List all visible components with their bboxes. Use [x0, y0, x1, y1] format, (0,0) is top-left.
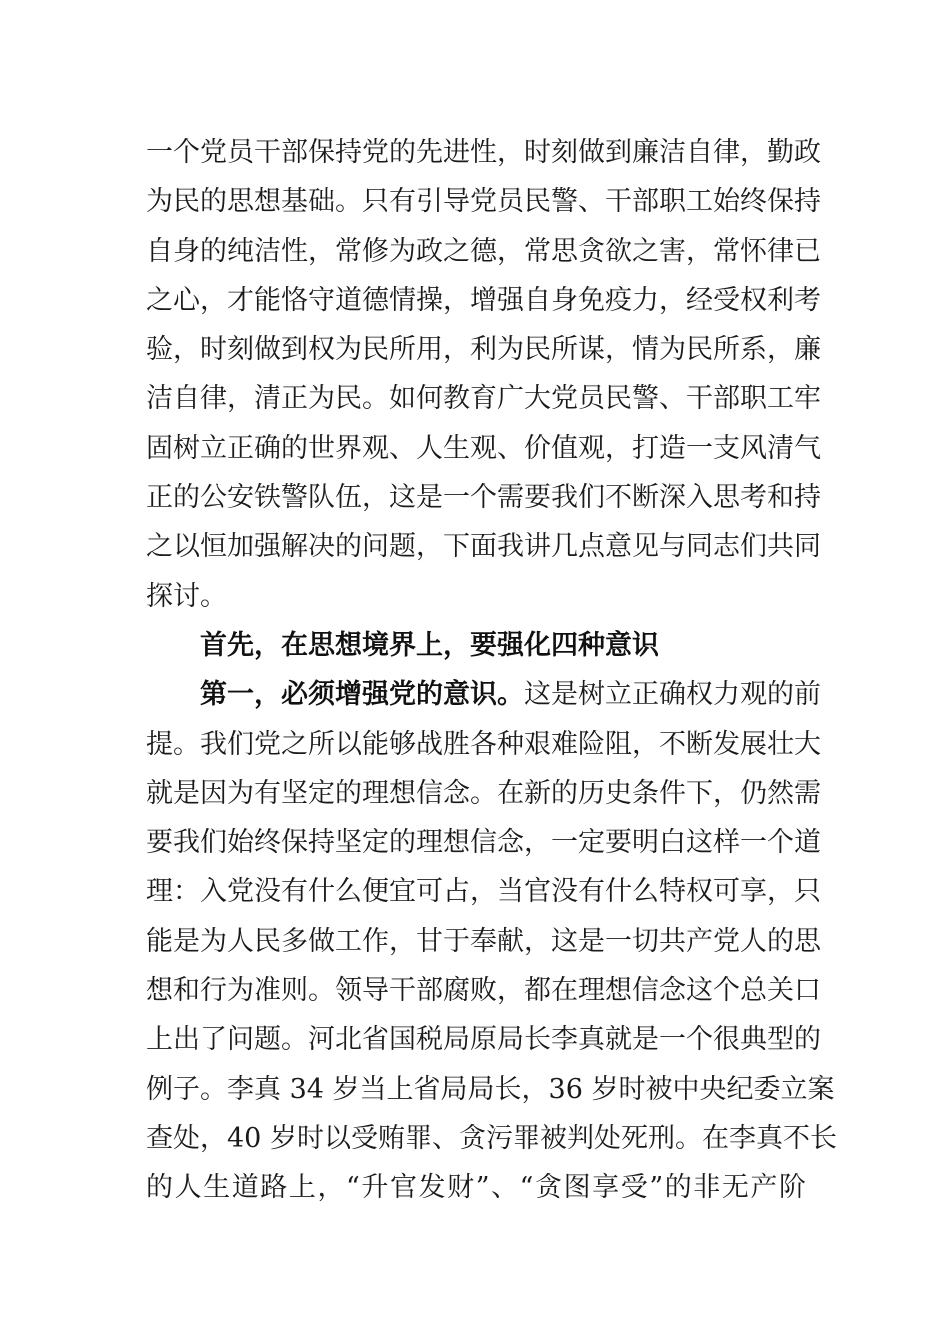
- text-line: 一个党员干部保持党的先进性，时刻做到廉洁自律，勤政: [146, 137, 821, 168]
- text-line: 固树立正确的世界观、人生观、价值观，打造一支风清气: [146, 432, 821, 464]
- text-line: 要我们始终保持坚定的理想信念，一定要明白这样一个道: [146, 827, 821, 859]
- text-line: 提。我们党之所以能够战胜各种艰难险阻，不断发展壮大: [146, 728, 821, 760]
- text-line: 能是为人民多做工作，甘于奉献，这是一切共产党人的思: [146, 925, 821, 957]
- text-line: 之心，才能恪守道德情操，增强自身免疫力，经受权利考: [146, 284, 821, 316]
- paragraph-party-awareness: [146, 670, 837, 1212]
- text-line: 理：入党没有什么便宜可占，当官没有什么特权可享，只: [146, 876, 821, 908]
- text-line: 自身的纯洁性，常修为政之德，常思贪欲之害，常怀律已: [146, 235, 821, 267]
- text-line: 探讨。: [146, 580, 227, 612]
- text-line: [146, 670, 821, 719]
- text-line: 之以恒加强解决的问题，下面我讲几点意见与同志们共同: [146, 531, 821, 563]
- text-line: 想和行为准则。领导干部腐败，都在理想信念这个总关口: [146, 975, 821, 1007]
- text-line: 就是因为有坚定的理想信念。在新的历史条件下，仍然需: [146, 777, 821, 809]
- text-line: 上出了问题。河北省国税局原局长李真就是一个很典型的: [146, 1024, 821, 1056]
- document-body: [146, 128, 837, 1213]
- paragraph-intro: [146, 128, 821, 621]
- text-line: 验，时刻做到权为民所用，利为民所谋，情为民所系，廉: [146, 334, 821, 366]
- text-line: 正的公安铁警队伍，这是一个需要我们不断深入思考和持: [146, 482, 821, 514]
- text-line: 查处，40 岁时以受贿罪、贪污罪被判处死刑。在李真不长: [146, 1122, 837, 1154]
- point-lead: 第一，必须增强党的意识。: [200, 679, 524, 711]
- text-line: 例子。李真 34 岁当上省局局长，36 岁时被中央纪委立案: [146, 1073, 835, 1105]
- text-line: 的人生道路上，“升官发财”、“贪图享受”的非无产阶: [146, 1172, 806, 1204]
- section-heading: 首先，在思想境界上，要强化四种意识: [200, 629, 659, 661]
- point-lead-rest: 这是树立正确权力观的前: [524, 679, 821, 711]
- text-line: 洁自律，清正为民。如何教育广大党员民警、干部职工牢: [146, 383, 821, 415]
- text-line: 为民的思想基础。只有引导党员民警、干部职工始终保持: [146, 186, 821, 218]
